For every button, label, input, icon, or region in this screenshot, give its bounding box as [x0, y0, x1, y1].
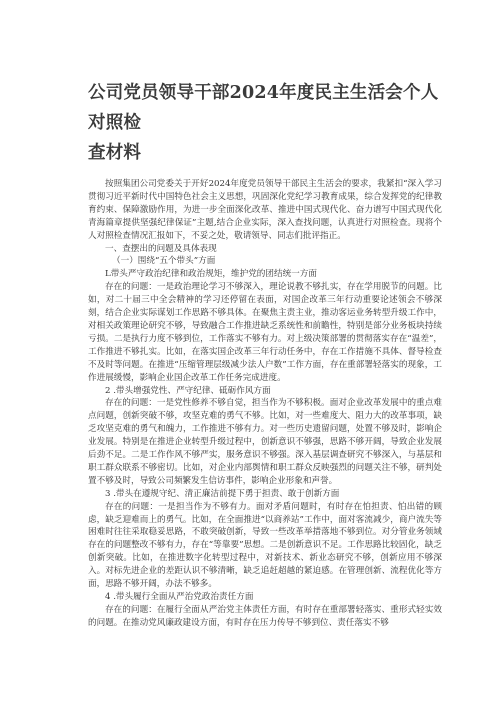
item-paragraph-3: 存在的问题：一是担当作为不够有力。面对矛盾问题时，有时存在怕担责、怕出错的顾虑，缺乏迎难而上的勇气。比如，在全面推进“以商养站”工作中，面对客流减少，商户流失等困难时往往采取稳妥思路，不敢突破创新，导致一些改革举措落地不够到位。对分管业务领域存在的问题整改不够有力，存在“等靠要”思想。二是创新意识不足。工作思路比较固化，缺乏创新突破。比如，在推进数字化转型过程中，对新技术、新业态研究不够，创新应用不够深入。对标先进企业的差距认识不够清晰，缺乏追赶超越的紧迫感。在管理创新、流程优化等方面，思路不够开阔，办法不够多。 [88, 501, 442, 590]
item-paragraph-4: 存在的问题：在履行全面从严治党主体责任方面，有时存在重部署轻落实、重形式轻实效的问题。在推动党风廉政建设方面，有时存在压力传导不够到位、责任落实不够 [88, 604, 442, 628]
item-paragraph-1: 存在的问题：一是政治理论学习不够深入，理论说教不够扎实，存在学用脱节的问题。比如，对二十届三中全会精神的学习还停留在表面，对国企改革三年行动重要论述领会不够深刻，结合企业实际谋划工作思路不够具体。在聚焦主责主业，推动客运业务转型升级工作中，对相关政策理论研究不够，导致融合工作推进缺乏系统性和前瞻性，特别是部分业务板块持续亏损。二是执行力度不够到位，工作落实不够有力。对上级决策部署的贯彻落实存在“温差”，工作推进不够扎实。比如，在落实国企改革三年行动任务中，存在工作措施不具体、督导检查不及时等问题。在推进“压缩管理层级减少法人户数”工作方面，存在重部署轻落实的现象，工作进展缓慢，影响企业国企改革工作任务完成进度。 [88, 282, 442, 383]
item-heading-2: 2 .带头增强党性、严守纪律、砥砺作风方面 [105, 385, 271, 396]
document-body [88, 178, 442, 630]
title-line-2: 查材料 [88, 143, 142, 163]
item-paragraph-2: 存在的问题：一是党性修养不够自觉，担当作为不够积极。面对企业改革发展中的重点难点问题，创新突破不够，攻坚克难的勇气不够。比如，对一些难度大、阻力大的改革事项，缺乏攻坚克难的勇气和魄力，工作推进不够有力。对一些历史遗留问题，处置不够及时，影响企业发展。特别是在推进企业转型升级过程中，创新意识不够强，思路不够开阔，导致企业发展后劲不足。二是工作作风不够严实，服务意识不够强。深入基层调查研究不够深入，与基层和职工群众联系不够密切。比如，对企业内部舆情和职工群众反映强烈的问题关注不够，研判处置不够及时，导致公司频繁发生信访事件，影响企业形象和声誉。 [88, 398, 442, 486]
item-heading-1: L带头严守政治纪律和政治规矩，维护党的团结统一方面 [105, 269, 317, 280]
item-heading-3: 3 .带头在遵规守纪、清正廉洁前提下勇于担责、敢于创新方面 [105, 488, 340, 499]
subsection-heading-1: （一）围绕“五个带头”方面 [112, 256, 216, 267]
title-line-1: 公司党员领导干部2024年度民主生活会个人对照检 [88, 83, 439, 133]
intro-paragraph: 按照集团公司党委关于开好2024年度党员领导干部民主生活会的要求，我紧扣“深入学习贯彻习近平新时代中国特色社会主义思想，巩固深化党纪学习教育成果，综合发挥党的纪律教育约束、保障激励作用，为进一步全面深化改革、推进中国式现代化、奋力谱写中国式现代化青海篇章提供坚强纪律保证”主题,结合企业实际，深入查找问题，认真进行对照检查。现将个人对照检查情况汇报如下，不妥之处，敬请领导、同志们批评指正。 [88, 179, 442, 241]
item-heading-4: 4 .带头履行全面从严治党政治责任方面 [105, 592, 254, 602]
document-title [88, 78, 442, 168]
section-heading-1: 一、查摆出的问题及具体表现 [105, 243, 217, 254]
